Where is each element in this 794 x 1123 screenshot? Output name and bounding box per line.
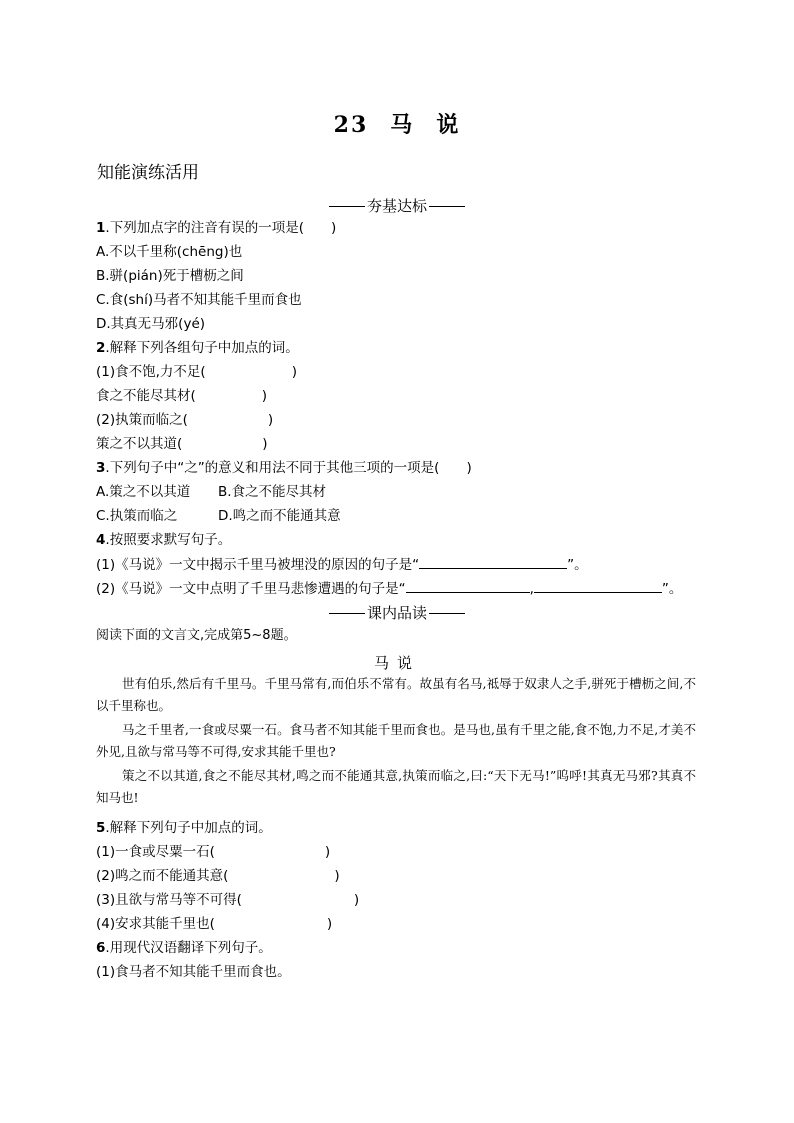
q5-line-2 xyxy=(96,866,340,886)
banner-basic-text: 夯基达标 xyxy=(366,197,427,215)
q2-stem-text: .解释下列各组句子中加点的词。 xyxy=(105,340,299,356)
reading-instruction: 阅读下面的文言文,完成第5~8题。 xyxy=(96,628,297,643)
q5-line-4-text: (4)安求其能千里也( xyxy=(96,916,215,932)
q2-line-4-close: ) xyxy=(262,436,268,452)
q3-number: 3 xyxy=(96,460,106,476)
title-char-1: 马 xyxy=(390,112,415,138)
q3-options-row-2 xyxy=(96,506,341,526)
passage-text xyxy=(96,673,696,809)
banner-rule-left xyxy=(329,206,365,207)
q4-line-2 xyxy=(96,578,682,599)
q1-option-c: C.食(shí)马者不知其能千里而食也 xyxy=(96,292,302,308)
lesson-title xyxy=(0,108,794,139)
q4-number: 4 xyxy=(96,532,106,548)
q2-line-3-text: (2)执策而临之( xyxy=(96,412,188,428)
q5-line-1-close: ) xyxy=(324,844,331,860)
passage-paragraph-2: 马之千里者,一食或尽粟一石。食马者不知其能千里而食也。是马也,虽有千里之能,食不饱,力不足,才美不外见,且欲与常马等不可得,安求其能千里也? xyxy=(96,722,696,759)
q2-line-4-text: 策之不以其道( xyxy=(96,436,183,452)
q5-line-3-text: (3)且欲与常马等不可得( xyxy=(96,892,242,908)
q2-line-2-close: ) xyxy=(261,388,268,404)
q6-stem-text: .用现代汉语翻译下列句子。 xyxy=(105,940,272,956)
q1-option-d: D.其真无马邪(yé) xyxy=(96,316,206,332)
banner-reading-text: 课内品读 xyxy=(366,604,427,622)
banner-rule-right xyxy=(429,613,465,614)
q4-line-1-close: ”。 xyxy=(567,557,588,573)
q6-number: 6 xyxy=(96,940,106,956)
banner-reading xyxy=(0,602,794,623)
q3-option-c: C.执策而临之 xyxy=(96,508,178,524)
q2-line-3 xyxy=(96,410,273,430)
banner-rule-right xyxy=(429,206,465,207)
q2-line-4 xyxy=(96,434,268,454)
q4-line-2-text: (2)《马说》一文中点明了千里马悲惨遭遇的句子是“ xyxy=(96,581,406,597)
q3-stem-text: .下列句子中“之”的意义和用法不同于其他三项的一项是( ) xyxy=(105,460,472,476)
q2-line-3-close: ) xyxy=(267,412,274,428)
q3-option-a: A.策之不以其道 xyxy=(96,484,191,500)
q1-stem xyxy=(96,218,336,238)
passage-paragraph-3: 策之不以其道,食之不能尽其材,鸣之而不能通其意,执策而临之,曰:“天下无马!”呜呼!其真无马邪?其真不知马也! xyxy=(96,768,696,805)
q5-line-2-text: (2)鸣之而不能通其意( xyxy=(96,868,229,884)
q5-line-4 xyxy=(96,914,332,934)
q4-line-2-sep: , xyxy=(529,581,534,597)
q4-line-1 xyxy=(96,554,588,575)
q4-stem xyxy=(96,530,231,550)
lesson-number: 23 xyxy=(333,112,369,138)
passage-title: 马说 xyxy=(373,654,420,672)
q5-stem-text: .解释下列句子中加点的词。 xyxy=(105,820,272,836)
q1-number: 1 xyxy=(96,220,106,236)
q6-stem xyxy=(96,938,272,958)
q5-line-1-text: (1)一食或尽粟一石( xyxy=(96,844,215,860)
banner-rule-left xyxy=(329,613,365,614)
q5-line-3 xyxy=(96,890,359,910)
section-label: 知能演练活用 xyxy=(97,163,199,183)
q2-stem xyxy=(96,338,299,358)
q3-option-d: D.鸣之而不能通其意 xyxy=(218,508,341,524)
answer-blank[interactable] xyxy=(406,578,530,593)
banner-basic xyxy=(0,195,794,216)
q5-line-4-close: ) xyxy=(326,916,333,932)
q2-line-2-text: 食之不能尽其材( xyxy=(96,388,196,404)
q2-line-1 xyxy=(96,362,297,382)
q4-line-2-close: ”。 xyxy=(661,581,683,597)
q2-line-2 xyxy=(96,386,267,406)
q6-line-1: (1)食马者不知其能千里而食也。 xyxy=(96,964,291,980)
q1-stem-text: .下列加点字的注音有误的一项是( ) xyxy=(105,220,337,236)
q1-option-a: A.不以千里称(chēng)也 xyxy=(96,244,243,260)
q5-line-3-close: ) xyxy=(353,892,360,908)
q5-number: 5 xyxy=(96,820,106,836)
passage-paragraph-1: 世有伯乐,然后有千里马。千里马常有,而伯乐不常有。故虽有名马,祗辱于奴隶人之手,骈死于槽枥之间,不以千里称也。 xyxy=(96,676,696,713)
q3-option-b: B.食之不能尽其材 xyxy=(218,484,327,500)
q5-line-2-close: ) xyxy=(334,868,340,884)
answer-blank[interactable] xyxy=(419,554,567,569)
q3-stem xyxy=(96,458,472,478)
title-char-2: 说 xyxy=(436,112,461,138)
q1-option-b: B.骈(pián)死于槽枥之间 xyxy=(96,268,244,284)
q2-line-1-close: ) xyxy=(291,364,297,380)
q3-options-row-1 xyxy=(96,482,326,502)
q2-line-1-text: (1)食不饱,力不足( xyxy=(96,364,206,380)
q4-stem-text: .按照要求默写句子。 xyxy=(105,532,232,548)
q2-number: 2 xyxy=(96,340,106,356)
q4-line-1-text: (1)《马说》一文中揭示千里马被埋没的原因的句子是“ xyxy=(96,557,420,573)
q5-line-1 xyxy=(96,842,330,862)
answer-blank[interactable] xyxy=(534,578,662,593)
q5-stem xyxy=(96,818,272,838)
